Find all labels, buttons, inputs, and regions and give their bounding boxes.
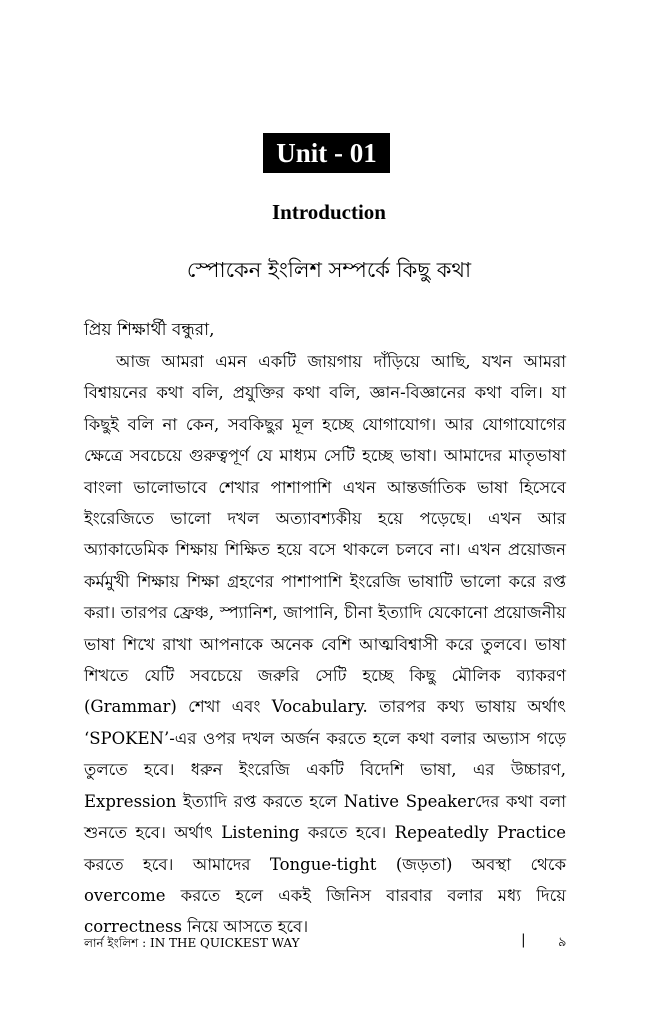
unit-title-box — [263, 133, 390, 173]
unit-title: Unit - 01 — [276, 137, 377, 168]
section-subtitle: স্পোকেন ইংলিশ সম্পর্কে কিছু কথা — [186, 258, 472, 282]
page-number: ৯ — [558, 935, 567, 950]
body-paragraph: আজ আমরা এমন একটি জায়গায় দাঁড়িয়ে আছি, যখন আমরা বিশ্বায়নের কথা বলি, প্রযুক্তির কথা বলি, জ্ঞান-বিজ্ঞানের কথা বলি। যা কিছুই বলি না কেন, সবকিছুর মূল হচ্ছে যোগাযোগ। আর যোগাযোগের ক্ষেত্রে সবচেয়ে গুরুত্বপূর্ণ যে মাধ্যম সেটি হচ্ছে ভাষা। আমাদের মাতৃভাষা বাংলা ভালোভাবে শেখার পাশাপাশি এখন আন্তর্জাতিক ভাষা হিসেবে ইংরেজিতে ভালো দখল অত্যাবশ্যকীয় হয়ে পড়েছে। এখন আর অ্যাকাডেমিক শিক্ষায় শিক্ষিত হয়ে বসে থাকলে চলবে না। এখন প্রয়োজন কর্মমুখী শিক্ষায় শিক্ষা গ্রহণের পাশাপাশি ইংরেজি ভাষাটি ভালো করে রপ্ত করা। তারপর ফ্রেঞ্চ, স্প্যানিশ, জাপানি, চীনা ইত্যাদি যেকোনো প্রয়োজনীয় ভাষা শিখে রাখা আপনাকে অনেক বেশি আত্মবিশ্বাসী করে তুলবে। ভাষা শিখতে যেটি সবচেয়ে জরুরি সেটি হচ্ছে কিছু মৌলিক ব্যাকরণ (Grammar) শেখা এবং Vocabulary. তারপর কথ্য ভাষায় অর্থাৎ ‘SPOKEN’-এর ওপর দখল অর্জন করতে হলে কথা বলার অভ্যাস গড়ে তুলতে হবে। ধরুন ইংরেজি একটি বিদেশি ভাষা, এর উচ্চারণ, Expression ইত্যাদি রপ্ত করতে হলে Native Speakerদের কথা বলা শুনতে হবে। অর্থাৎ Listening করতে হবে। Repeatedly Practice করতে হবে। আমাদের Tongue-tight (জড়তা) অবস্থা থেকে overcome করতে হলে একই জিনিস বারবার বলার মধ্য দিয়ে correctness নিয়ে আসতে হবে। — [84, 352, 566, 937]
section-heading: Introduction — [272, 200, 386, 224]
footer-separator: | — [521, 932, 526, 948]
footer-book-title: লার্ন ইংলিশ : IN THE QUICKEST WAY — [84, 936, 300, 950]
salutation: প্রিয় শিক্ষার্থী বন্ধুরা, — [84, 320, 215, 340]
